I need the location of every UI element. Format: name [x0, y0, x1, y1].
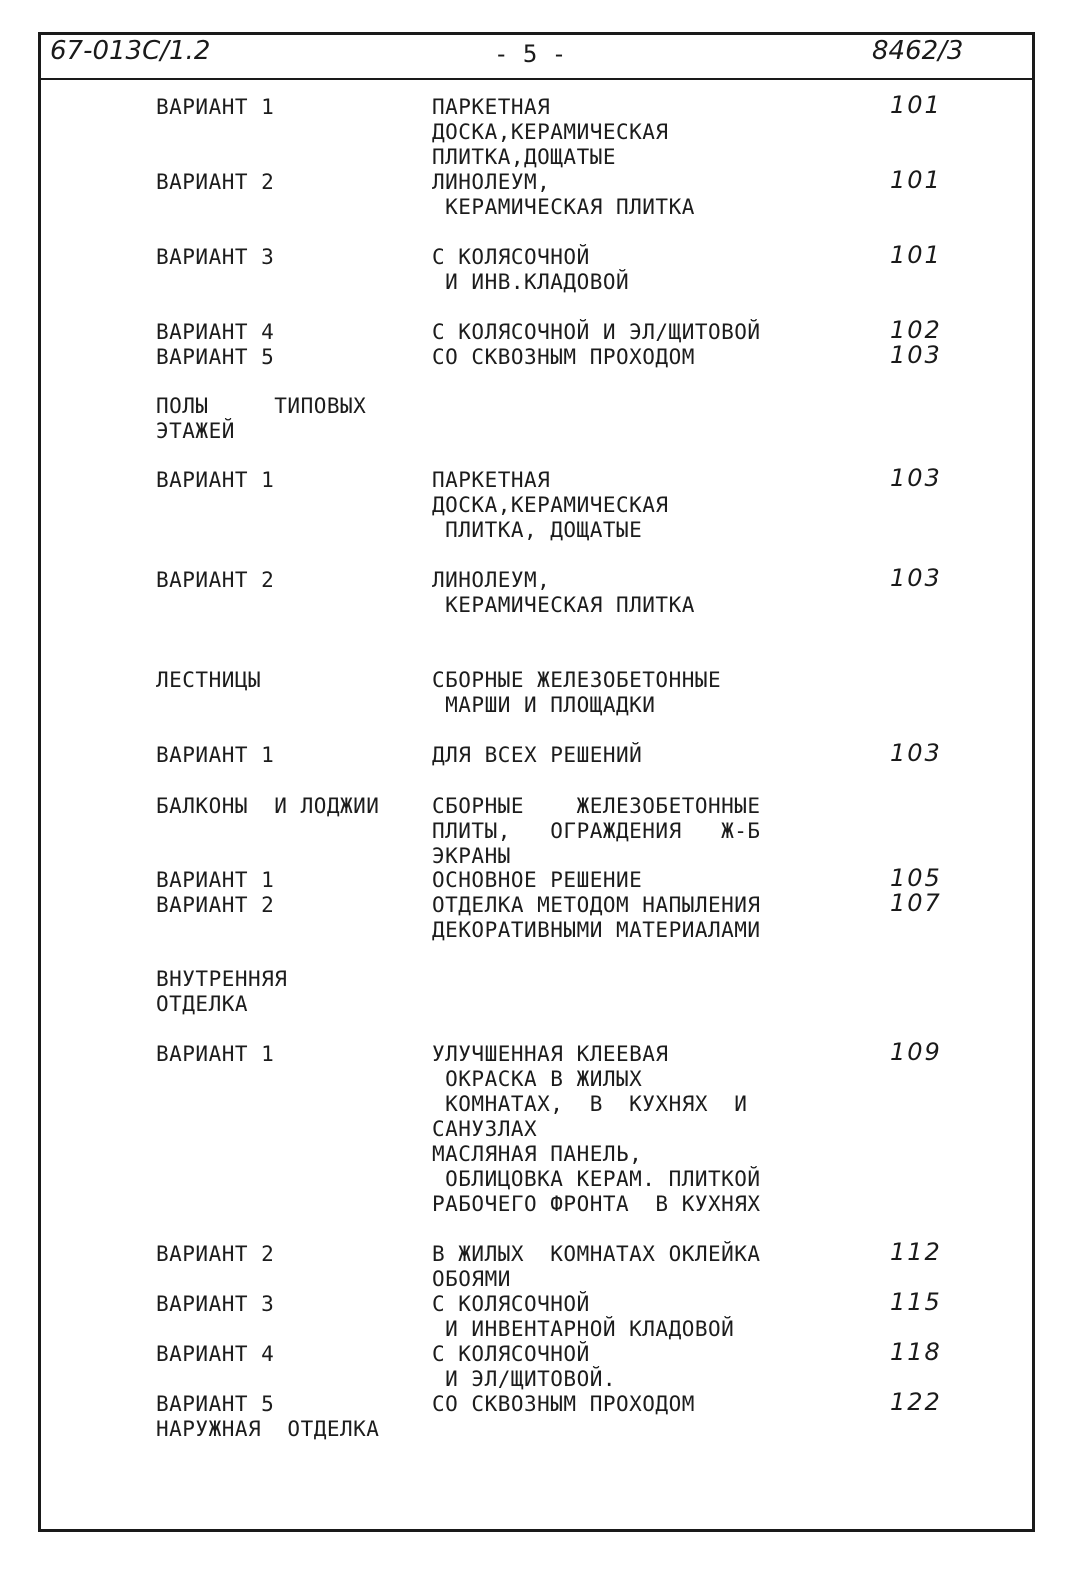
description-line: С КОЛЯСОЧНОЙ	[432, 1292, 590, 1316]
row-page-number: 103	[890, 341, 942, 369]
row-description	[432, 668, 721, 718]
description-line: СБОРНЫЕ ЖЕЛЕЗОБЕТОННЫЕ	[432, 794, 761, 818]
description-line: САНУЗЛАХ	[432, 1117, 538, 1141]
description-line: УЛУЧШЕННАЯ КЛЕЕВАЯ	[432, 1042, 669, 1066]
description-line: ОТДЕЛКА МЕТОДОМ НАПЫЛЕНИЯ	[432, 893, 761, 917]
description-line: СО СКВОЗНЫМ ПРОХОДОМ	[432, 345, 695, 369]
row-page-number: 115	[890, 1288, 942, 1316]
row-label: ВАРИАНТ 2	[156, 568, 275, 592]
row-label: ВАРИАНТ 1	[156, 868, 275, 892]
description-line: ОБОЯМИ	[432, 1267, 511, 1291]
description-line: СО СКВОЗНЫМ ПРОХОДОМ	[432, 1392, 695, 1416]
row-label: ВНУТРЕННЯЯ ОТДЕЛКА	[156, 967, 288, 1016]
description-line: КЕРАМИЧЕСКАЯ ПЛИТКА	[432, 593, 695, 617]
row-label: ВАРИАНТ 3	[156, 245, 275, 269]
description-line: РАБОЧЕГО ФРОНТА В КУХНЯХ	[432, 1192, 761, 1216]
row-page-number: 109	[890, 1038, 942, 1066]
row-label: ВАРИАНТ 1	[156, 743, 275, 767]
description-line: С КОЛЯСОЧНОЙ	[432, 1342, 590, 1366]
row-label: ВАРИАНТ 4	[156, 320, 275, 344]
row-label: ЛЕСТНИЦЫ	[156, 668, 262, 692]
description-line: ЛИНОЛЕУМ,	[432, 170, 551, 194]
row-page-number: 105	[890, 864, 942, 892]
description-line: И ИНВ.КЛАДОВОЙ	[432, 270, 630, 294]
row-label: ВАРИАНТ 3	[156, 1292, 275, 1316]
row-label: ВАРИАНТ 5 НАРУЖНАЯ ОТДЕЛКА	[156, 1392, 380, 1441]
row-description	[432, 893, 761, 943]
row-page-number: 122	[890, 1388, 942, 1416]
row-description	[432, 320, 761, 345]
row-description	[432, 1042, 761, 1217]
row-label: БАЛКОНЫ И ЛОДЖИИ	[156, 794, 380, 818]
header-divider	[38, 78, 1035, 80]
row-page-number: 103	[890, 739, 942, 767]
page-number: - 5 -	[494, 40, 567, 68]
row-description	[432, 1292, 734, 1342]
row-description	[432, 1342, 616, 1392]
row-page-number: 103	[890, 564, 942, 592]
description-line: ДЛЯ ВСЕХ РЕШЕНИЙ	[432, 743, 643, 767]
document-code: 67-013С/1.2	[50, 36, 211, 66]
row-label: ВАРИАНТ 2	[156, 893, 275, 917]
description-line: ПАРКЕТНАЯ	[432, 468, 551, 492]
row-description	[432, 794, 761, 869]
description-line: ДОСКА,КЕРАМИЧЕСКАЯ	[432, 120, 669, 144]
row-description	[432, 1242, 761, 1292]
row-page-number: 112	[890, 1238, 942, 1266]
description-line: ЭКРАНЫ	[432, 844, 511, 868]
description-line: В ЖИЛЫХ КОМНАТАХ ОКЛЕЙКА	[432, 1242, 761, 1266]
row-page-number: 101	[890, 91, 942, 119]
description-line: ДЕКОРАТИВНЫМИ МАТЕРИАЛАМИ	[432, 918, 761, 942]
description-line: СБОРНЫЕ ЖЕЛЕЗОБЕТОННЫЕ	[432, 668, 722, 692]
row-label: ВАРИАНТ 4	[156, 1342, 275, 1366]
description-line: ПЛИТКА,ДОЩАТЫЕ	[432, 145, 617, 169]
description-line: КОМНАТАХ, В КУХНЯХ И	[432, 1092, 748, 1116]
row-label: ВАРИАНТ 2	[156, 1242, 275, 1266]
description-line: И ИНВЕНТАРНОЙ КЛАДОВОЙ	[432, 1317, 735, 1341]
row-description	[432, 1392, 695, 1417]
row-page-number: 118	[890, 1338, 942, 1366]
description-line: ДОСКА,КЕРАМИЧЕСКАЯ	[432, 493, 669, 517]
description-line: ОКРАСКА В ЖИЛЫХ	[432, 1067, 643, 1091]
row-description	[432, 568, 695, 618]
description-line: ПЛИТЫ, ОГРАЖДЕНИЯ Ж-Б	[432, 819, 761, 843]
description-line: ЛИНОЛЕУМ,	[432, 568, 551, 592]
row-description	[432, 170, 695, 220]
description-line: КЕРАМИЧЕСКАЯ ПЛИТКА	[432, 195, 695, 219]
row-page-number: 101	[890, 241, 942, 269]
description-line: МАСЛЯНАЯ ПАНЕЛЬ,	[432, 1142, 643, 1166]
row-label: ВАРИАНТ 5	[156, 345, 275, 369]
row-page-number: 102	[890, 316, 942, 344]
description-line: С КОЛЯСОЧНОЙ	[432, 245, 590, 269]
row-label: ВАРИАНТ 1	[156, 95, 275, 119]
row-label: ВАРИАНТ 1	[156, 468, 275, 492]
description-line: ПАРКЕТНАЯ	[432, 95, 551, 119]
description-line: МАРШИ И ПЛОЩАДКИ	[432, 693, 656, 717]
row-label: ПОЛЫ ТИПОВЫХ ЭТАЖЕЙ	[156, 394, 367, 443]
row-description	[432, 868, 642, 893]
row-page-number: 101	[890, 166, 942, 194]
description-line: ПЛИТКА, ДОЩАТЫЕ	[432, 518, 643, 542]
row-description	[432, 95, 669, 170]
description-line: ОСНОВНОЕ РЕШЕНИЕ	[432, 868, 643, 892]
row-page-number: 103	[890, 464, 942, 492]
row-label: ВАРИАНТ 2	[156, 170, 275, 194]
description-line: И ЭЛ/ЩИТОВОЙ.	[432, 1367, 617, 1391]
description-line: С КОЛЯСОЧНОЙ И ЭЛ/ЩИТОВОЙ	[432, 320, 761, 344]
row-description	[432, 345, 695, 370]
row-page-number: 107	[890, 889, 942, 917]
row-label: ВАРИАНТ 1	[156, 1042, 275, 1066]
row-description	[432, 743, 642, 768]
row-description	[432, 468, 669, 543]
description-line: ОБЛИЦОВКА КЕРАМ. ПЛИТКОЙ	[432, 1167, 761, 1191]
row-description	[432, 245, 629, 295]
sheet-number: 8462/3	[872, 36, 964, 66]
